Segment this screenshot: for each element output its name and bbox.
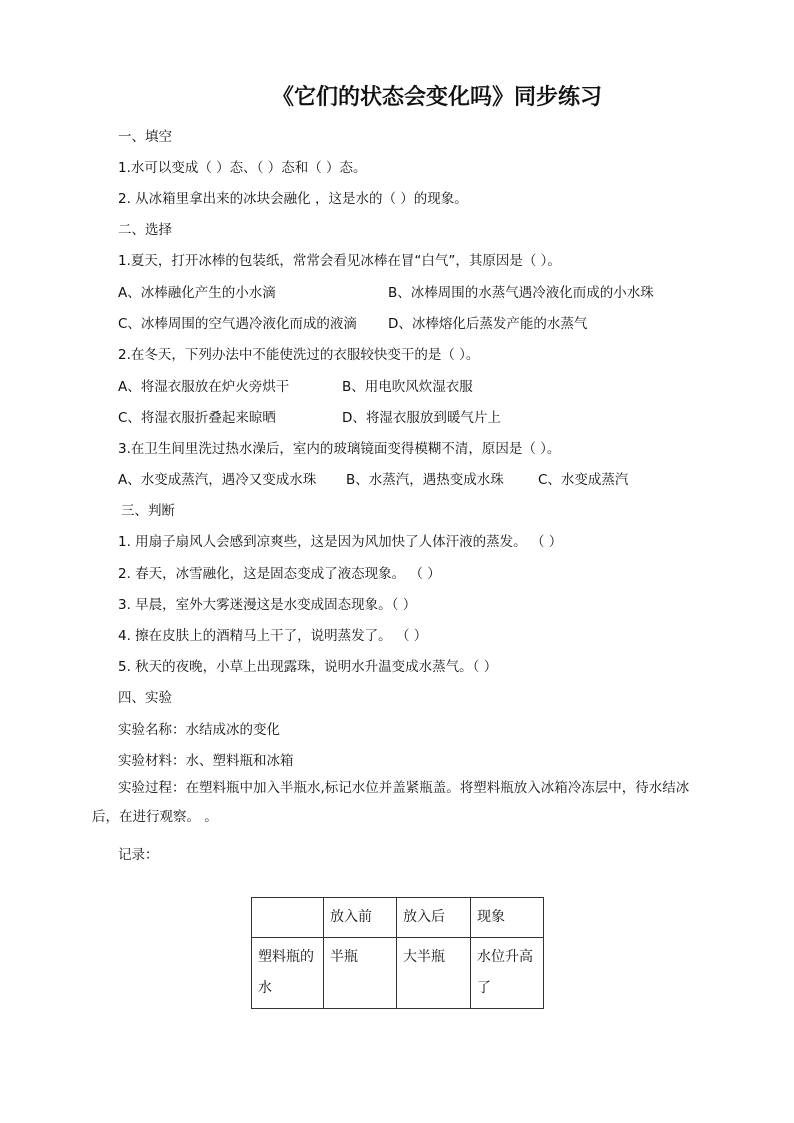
table-cell: 半瓶	[324, 938, 397, 1009]
choice-1-option-a: A、冰棒融化产生的小水滴	[118, 285, 276, 301]
choice-3-option-b: B、水蒸汽，遇热变成水珠	[346, 472, 504, 488]
choice-2-option-a: A、将湿衣服放在炉火旁烘干	[118, 379, 290, 395]
table-row	[252, 938, 544, 1009]
experiment-name: 实验名称：水结成冰的变化	[118, 722, 280, 738]
choice-question-3: 3.在卫生间里洗过热水澡后，室内的玻璃镜面变得模糊不清，原因是（ ）。	[118, 441, 561, 457]
section-heading-choice: 二、选择	[118, 222, 172, 238]
choice-1-option-c: C、冰棒周围的空气遇冷液化而成的液滴	[118, 316, 357, 332]
table-header-cell: 放入前	[324, 898, 397, 938]
judge-question-4: 4. 擦在皮肤上的酒精马上干了，说明蒸发了。 （ ）	[118, 628, 428, 644]
page-title: 《它们的状态会变化吗》同步练习	[271, 85, 602, 110]
table-header-row	[252, 898, 544, 938]
section-heading-fill: 一、填空	[118, 129, 172, 145]
choice-3-option-c: C、水变成蒸汽	[538, 472, 629, 488]
choice-2-option-b: B、用电吹风炊湿衣服	[342, 379, 473, 395]
table-cell: 水位升高了	[471, 938, 544, 1009]
choice-1-option-b: B、冰棒周围的水蒸气遇冷液化而成的小水珠	[388, 285, 654, 301]
fill-question-2: 2. 从冰箱里拿出来的冰块会融化 ，这是水的（ ）的现象。	[118, 191, 468, 207]
choice-1-option-d: D、冰棒熔化后蒸发产能的水蒸气	[388, 316, 588, 332]
choice-question-1: 1.夏天，打开冰棒的包装纸，常常会看见冰棒在冒“白气”，其原因是（ ）。	[118, 253, 561, 269]
record-table	[251, 897, 544, 1009]
choice-2-option-c: C、将湿衣服折叠起来晾晒	[118, 410, 276, 426]
choice-3-option-a: A、水变成蒸汽，遇冷又变成水珠	[118, 472, 317, 488]
judge-question-5: 5. 秋天的夜晚，小草上出现露珠，说明水升温变成水蒸气。（ ）	[118, 659, 498, 675]
experiment-process: 实验过程：在塑料瓶中加入半瓶水,标记水位并盖紧瓶盖。将塑料瓶放入冰箱冷冻层中，待水结冰后，在进行观察。 。	[92, 780, 690, 825]
table-header-cell	[252, 898, 324, 938]
section-heading-judge: 三、判断	[121, 503, 175, 519]
judge-question-1: 1. 用扇子扇风人会感到凉爽些，这是因为风加快了人体汗液的蒸发。 （ ）	[118, 534, 563, 550]
section-heading-experiment: 四、实验	[118, 690, 172, 706]
experiment-record-label: 记录：	[118, 847, 159, 863]
table-header-cell: 现象	[471, 898, 544, 938]
judge-question-3: 3. 早晨，室外大雾迷漫这是水变成固态现象。（ ）	[118, 597, 417, 613]
choice-question-2: 2.在冬天，下列办法中不能使洗过的衣服较快变干的是（ ）。	[118, 347, 480, 363]
table-header-cell: 放入后	[397, 898, 471, 938]
experiment-materials: 实验材料：水、塑料瓶和冰箱	[118, 753, 294, 769]
fill-question-1: 1.水可以变成（ ）态、（ ）态和（ ）态。	[118, 160, 367, 176]
choice-2-option-d: D、将湿衣服放到暖气片上	[342, 410, 501, 426]
table-cell: 大半瓶	[397, 938, 471, 1009]
judge-question-2: 2. 春天，冰雪融化，这是固态变成了液态现象。 （ ）	[118, 566, 441, 582]
table-cell: 塑料瓶的水	[252, 938, 324, 1009]
